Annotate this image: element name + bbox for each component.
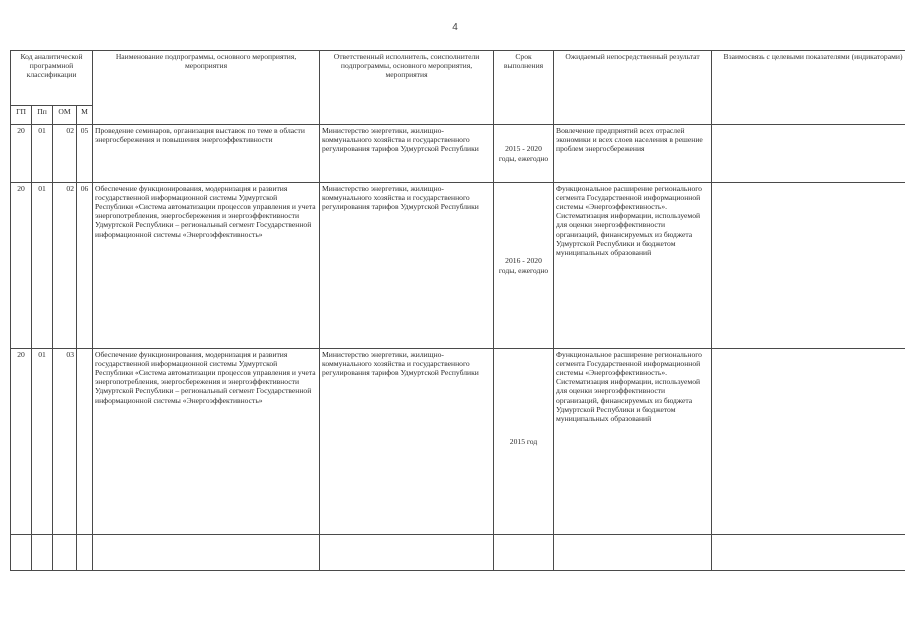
- cell-name: Проведение семинаров, организация выставок по теме в области энергосбережения и повышения энергоэффективности: [93, 125, 320, 183]
- cell-result: Функциональное расширение регионального сегмента Государственной информационной системы «Энергоэффективность». Систематизация информации, используемой для оценки энергоэффективности организаций, финансируемых из бюджета Удмуртской Республики и бюджетом муниципальных образований: [554, 183, 712, 349]
- cell-term: 2016 - 2020 годы, ежегодно: [494, 183, 554, 349]
- cell-link: [712, 125, 905, 183]
- empty-cell: [53, 535, 77, 571]
- cell-gp: 20: [11, 349, 32, 535]
- program-table: [10, 50, 905, 571]
- header-code-m: М: [77, 106, 93, 125]
- cell-name: Обеспечение функционирования, модернизация и развития государственной информационной системы Удмуртской Республики «Система автоматизации процессов управления и учета энергопотребления, энергосбережения и энергоэффективности Удмуртской Республики – региональный сегмент Государственной информационной системы «Энергоэффективность»: [93, 349, 320, 535]
- header-executor: Ответственный исполнитель, соисполнители подпрограммы, основного мероприятия, мероприятия: [320, 51, 494, 125]
- empty-cell: [77, 535, 93, 571]
- cell-link: [712, 183, 905, 349]
- empty-cell: [32, 535, 53, 571]
- header-code-pp: Пп: [32, 106, 53, 125]
- header-row: [11, 51, 905, 106]
- cell-executor: Министерство энергетики, жилищно-коммунального хозяйства и государственного регулирования тарифов Удмуртской Республики: [320, 183, 494, 349]
- empty-cell: [320, 535, 494, 571]
- empty-cell: [712, 535, 905, 571]
- cell-om: 02: [53, 125, 77, 183]
- empty-cell: [494, 535, 554, 571]
- cell-m: 05: [77, 125, 93, 183]
- cell-executor: Министерство энергетики, жилищно-коммунального хозяйства и государственного регулирования тарифов Удмуртской Республики: [320, 349, 494, 535]
- cell-executor: Министерство энергетики, жилищно-коммунального хозяйства и государственного регулирования тарифов Удмуртской Республики: [320, 125, 494, 183]
- table-row: [11, 349, 905, 535]
- cell-term: 2015 - 2020 годы, ежегодно: [494, 125, 554, 183]
- empty-cell: [11, 535, 32, 571]
- cell-gp: 20: [11, 125, 32, 183]
- header-term: Срок выполнения: [494, 51, 554, 125]
- empty-cell: [554, 535, 712, 571]
- cell-term: 2015 год: [494, 349, 554, 535]
- cell-pp: 01: [32, 183, 53, 349]
- cell-m: [77, 349, 93, 535]
- header-result: Ожидаемый непосредственный результат: [554, 51, 712, 125]
- table-row-empty: [11, 535, 905, 571]
- cell-result: Вовлечение предприятий всех отраслей экономики и всех слоев населения в решение проблем энергосбережения: [554, 125, 712, 183]
- cell-result: Функциональное расширение регионального сегмента Государственной информационной системы «Энергоэффективность». Систематизация информации, используемой для оценки энергоэффективности организаций, финансируемых из бюджета Удмуртской Республики и бюджетом муниципальных образований: [554, 349, 712, 535]
- cell-pp: 01: [32, 349, 53, 535]
- page-number: 4: [452, 22, 458, 33]
- cell-gp: 20: [11, 183, 32, 349]
- table-row: [11, 183, 905, 349]
- cell-name: Обеспечение функционирования, модернизация и развития государственной информационной системы Удмуртской Республики «Система автоматизации процессов управления и учета энергопотребления, энергосбережения и энергоэффективности Удмуртской Республики – региональный сегмент Государственной информационной системы «Энергоэффективность»: [93, 183, 320, 349]
- cell-link: [712, 349, 905, 535]
- header-link: Взаимосвязь с целевыми показателями (индикаторами): [712, 51, 905, 125]
- cell-om: 02: [53, 183, 77, 349]
- cell-m: 06: [77, 183, 93, 349]
- cell-pp: 01: [32, 125, 53, 183]
- header-code-group: Код аналитической программной классификации: [11, 51, 93, 106]
- cell-om: 03: [53, 349, 77, 535]
- table-row: [11, 125, 905, 183]
- header-code-om: ОМ: [53, 106, 77, 125]
- header-code-gp: ГП: [11, 106, 32, 125]
- empty-cell: [93, 535, 320, 571]
- header-name: Наименование подпрограммы, основного мероприятия, мероприятия: [93, 51, 320, 125]
